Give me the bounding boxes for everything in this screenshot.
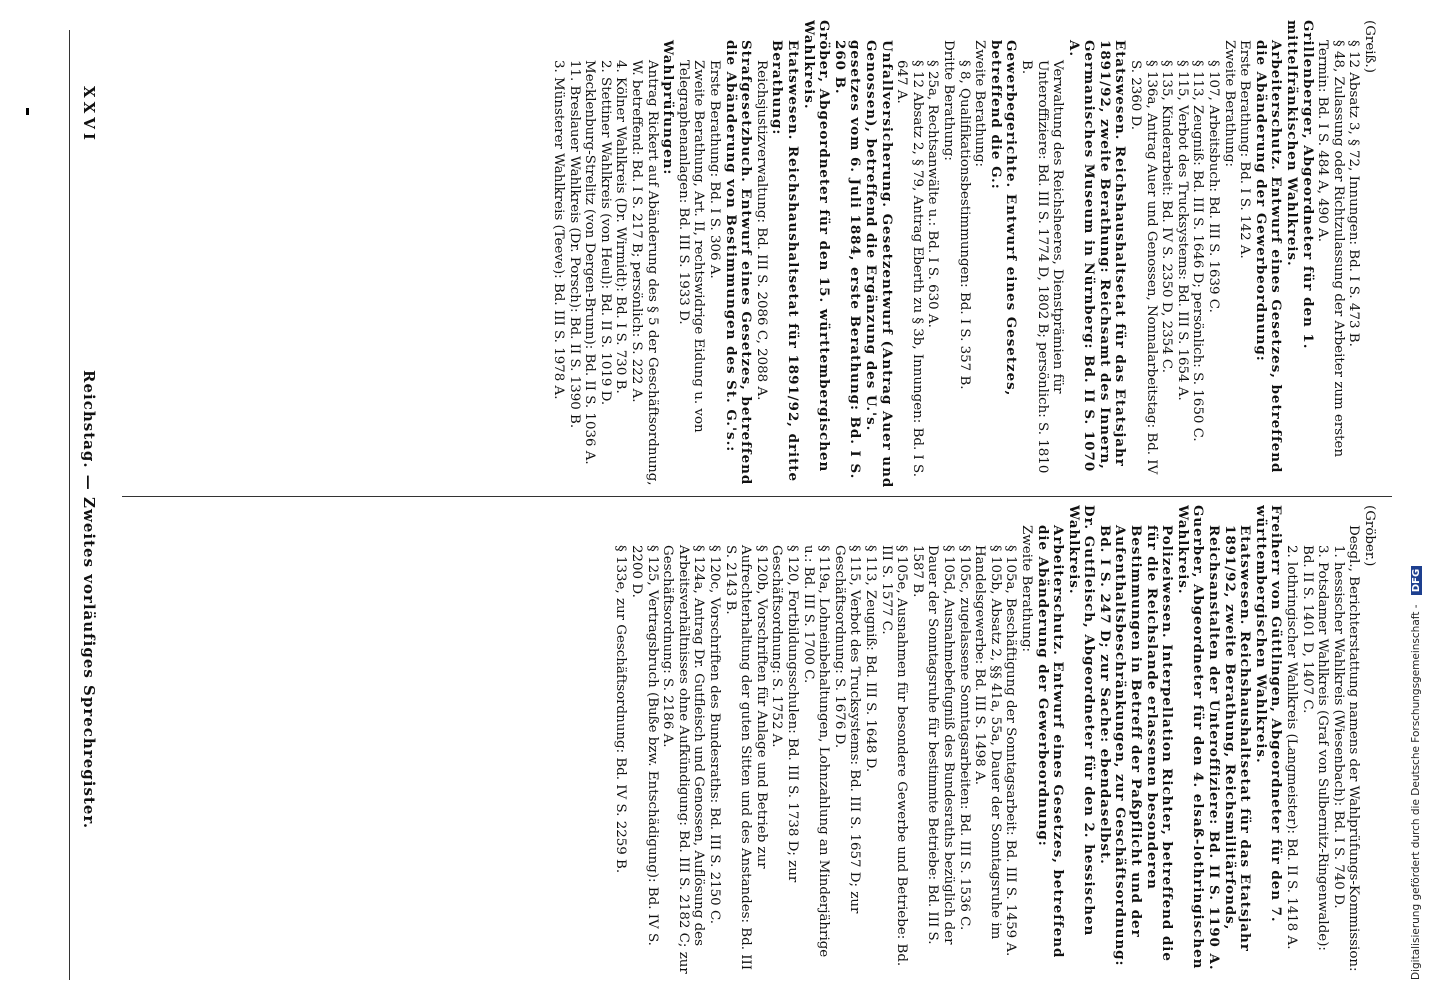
left-paragraph: (Greiß.) <box>1362 20 1377 73</box>
left-paragraph: § 107, Arbeitsbuch: Bd. III S. 1639 C. <box>1206 60 1222 313</box>
left-paragraph: 4. Kölner Wahlkreis (Dr. Wirmidt): Bd. I S. 730 B. <box>613 60 629 394</box>
left-paragraph: Reichsjustizverwaltung: Bd. III S. 2086 C, 2088 A. <box>753 60 769 401</box>
header-rule <box>69 30 70 980</box>
left-paragraph: Antrag Rickert auf Abänderung des § 5 der Geschäftsordnung, W. betreffend: Bd. I S. 217 B; persönlich: S. 222 A. <box>629 60 660 486</box>
right-paragraph: Freiherr von Güttlingen, Abgeordneter für den 7. württembergischen Wahlkreis. <box>1252 505 1285 923</box>
left-paragraph: 11. Breslauer Wahlkreis (Dr. Porsch): Bd. II S. 1390 B. <box>566 60 582 429</box>
right-paragraph: § 120, Fortbildungsschulen: Bd. III S. 1738 D; zur Geschäftsordnung: S. 1752 A. <box>769 545 801 883</box>
right-paragraph: § 113, Zeugniß: Bd. III S. 1648 D. <box>863 545 878 773</box>
right-paragraph: 1. hessischer Wahlkreis (Wiesenbach): Bd. I S. 740 D. <box>1330 545 1346 909</box>
left-paragraph: § 12 Absatz 3, § 72, Innungen: Bd. I S. 473 B. <box>1346 40 1362 347</box>
footer <box>1408 40 1430 980</box>
right-paragraph: 2. lothringischer Wahlkreis (Langmeister): Bd. II S. 1418 A. <box>1284 545 1300 950</box>
left-paragraph: Dritte Berathung: <box>940 40 956 161</box>
right-paragraph: § 105c, zugelassene Sonntagsarbeiten: Bd. III S. 1536 C. <box>956 545 972 931</box>
column-separator <box>122 496 1392 497</box>
left-paragraph: Verwaltung des Reichsheeres, Dienstprämien für Unteroffiziere: Bd. III S. 1774 D, 1802 B; persönlich: S. 1810 B. <box>1018 60 1066 474</box>
right-paragraph: § 119a, Lohneinbehaltungen, Lohnzahlung an Minderjährige u.: Bd. III S. 1700 C. <box>800 545 832 958</box>
right-paragraph: § 105a, Beschäftigung der Sonntagsarbeit: Bd. III S. 1459 A. <box>1003 545 1019 957</box>
left-paragraph: § 135, Kinderarbeit: Bd. IV S. 2350 D, 2354 C. <box>1159 60 1175 373</box>
right-paragraph: Guerber, Abgeordneter für den 4. elsaß-lothringischen Wahlkreis. <box>1174 505 1207 970</box>
left-paragraph: Mecklenburg-Strelitz (von Dergen-Brunn): Bd. II S. 1036 A. <box>582 60 598 465</box>
left-paragraph: 3. Münsterer Wahlkreis (Teeve): Bd. III S. 1978 A. <box>551 60 567 400</box>
left-paragraph: Grillenberger, Abgeordneter für den 1. mittelfränkischen Wahlkreis. <box>1284 20 1316 350</box>
right-paragraph: § 125, Vertragsbruch (Buße bzw. Entschädigung): Bd. IV S. 2200 D. <box>629 545 660 946</box>
left-paragraph: Erste Berathung: Bd. I S. 306 A. <box>707 60 723 279</box>
right-paragraph: § 105b, Absatz 2, §§ 41a, 55a, Dauer der Sonntagsruhe im Handelsgewerbe: Bd. III S. 1498 A. <box>972 545 1003 940</box>
left-paragraph: Arbeiterschutz. Entwurf eines Gesetzes, betreffend die Abänderung der Gewerbeordnung: <box>1252 40 1285 474</box>
left-paragraph: Zweite Berathung, Art. II, rechtswidrige Eidung u. von Telegraphenanlagen: Bd. III S. 1933 D. <box>675 60 707 433</box>
right-paragraph: Polizeiwesen. Interpellation Richter, betreffend die für die Reichslande erlassenen besonderen Bestimmungen in Betreff der Paßpflicht und der Aufenthaltsbeschränkungen, zur Geschäftsordnung: Bd. I S. 247 D; zur Sache: ebendaselbst. <box>1096 525 1176 967</box>
right-paragraph: Etatswesen. Reichshaushaltsetat für das Etatsjahr 1891/92, zweite Berathung, Reichsmilitärfonds, Reichsanstalten der Unteroffiziere: Bd. II S. 1190 A. <box>1206 525 1254 971</box>
page-number: XXVI <box>80 86 98 144</box>
left-paragraph: § 136a, Antrag Auer und Genossen, Nonnalarbeitstag: Bd. IV S. 2360 D. <box>1128 60 1159 475</box>
left-paragraph: § 48, Zulassung oder Richtzulassung der Arbeiter zum ersten Termin: Bd. I S. 484 A, 490 A. <box>1315 40 1346 458</box>
right-paragraph: 3. Potsdamer Wahlkreis (Graf von Sulbernitz-Ringenwalde): Bd. II S. 1401 D, 1407 C. <box>1299 545 1331 951</box>
right-paragraph: § 120b, Vorschriften für Anlage und Betrieb zur Aufrechterhaltung der guten Sitten und des Anstandes: Bd. III S. 2143 B. <box>722 545 769 971</box>
left-paragraph: Etatswesen. Reichshaushaltsetat für 1891/92, dritte Berathung: <box>769 40 802 482</box>
digitization-credit: Digitalisierung gefördert durch die Deutsche Forschungsgemeinschaft - <box>1410 604 1422 980</box>
right-paragraph: Zweite Berathung: <box>1018 525 1034 653</box>
left-paragraph: Zweite Berathung: <box>1221 40 1237 168</box>
right-paragraph: Desgl., Berichterstattung namens der Wahlprüfungs-Kommission: <box>1346 525 1362 972</box>
page-header <box>68 40 98 980</box>
right-paragraph: § 133e, zur Geschäftsordnung: Bd. IV S. 2259 B. <box>613 545 629 874</box>
left-paragraph: § 12 Absatz 2, § 79, Antrag Eberth zu § 3b, Innungen: Bd. I S. 647 A. <box>894 60 925 477</box>
right-paragraph: § 120c, Vorschriften des Bundesraths: Bd. III S. 2150 C. <box>707 545 723 924</box>
right-paragraph: § 105d, Ausnahmebefugniß des Bundesraths bezüglich der Dauer der Sonntagsruhe für bestimmte Betriebe: Bd. III S. 1587 B. <box>909 545 956 945</box>
left-paragraph: Unfallversicherung. Gesetzentwurf (Antrag Auer und Genossen), betreffend die Ergänzung des U.'s. gesetzes vom 6. Juli 1884, erste Berathung: Bd. I S. 260 B. <box>831 40 895 489</box>
left-paragraph: Zweite Berathung: <box>972 40 988 168</box>
left-paragraph: Erste Berathung: Bd. I S. 142 A. <box>1237 40 1253 259</box>
right-paragraph: § 115, Verbot des Trucksystems: Bd. III S. 1657 D; zur Geschäftsordnung: S. 1676 D. <box>831 545 863 914</box>
left-paragraph: § 25a, Rechtsanwälte u.: Bd. I S. 630 A. <box>925 60 941 328</box>
left-column <box>107 20 1377 490</box>
right-paragraph: § 105e, Ausnahmen für besondere Gewerbe und Betriebe: Bd. III S. 1577 C. <box>878 545 910 967</box>
scan-mark <box>26 108 29 115</box>
left-paragraph: 2. Stettiner Wahlkreis (von Heul): Bd. II S. 1019 D. <box>597 60 613 406</box>
right-paragraph: Dr. Gutfleisch, Abgeordneter für den 2. hessischen Wahlkreis. <box>1065 505 1098 937</box>
right-paragraph: Arbeiterschutz. Entwurf eines Gesetzes, betreffend die Abänderung der Gewerbeordnung: <box>1034 525 1067 959</box>
running-title: Reichstag. — Zweites vorläufiges Sprechregister. <box>80 370 98 830</box>
left-paragraph: Strafgesetzbuch. Entwurf eines Gesetzes, betreffend die Abänderung von Bestimmungen des St. G.'s.: <box>722 40 755 486</box>
left-paragraph: Wahlprüfungen: <box>660 40 677 176</box>
left-paragraph: Etatswesen. Reichshaushaltsetat für das Etatsjahr 1891/92, zweite Berathung: Reichsamt des Innern, Germanisches Museum in Nürnberg: Bd. II S. 1070 A. <box>1065 40 1129 473</box>
dfg-logo: DFG <box>1411 566 1422 595</box>
left-paragraph: § 115, Verbot des Trucksystems: Bd. III S. 1654 A. <box>1174 60 1190 401</box>
left-paragraph: Gröber, Abgeordneter für den 15. württembergischen Wahlkreis. <box>800 20 833 473</box>
right-paragraph: § 124a, Antrag Dr. Gutfleisch und Genossen, Auflösung des Arbeitsverhältnisses ohne Aufkündigung: Bd. III S. 2182 C; zur Geschäftsordnung: S. 2186 A. <box>660 545 707 974</box>
right-paragraph: (Gröber.) <box>1362 505 1377 567</box>
right-column <box>107 505 1377 975</box>
left-paragraph: § 113, Zeugniß: Bd. III S. 1646 D; persönlich: S. 1650 C. <box>1190 60 1206 442</box>
left-paragraph: § 8, Qualifikationsbestimmungen: Bd. I S. 357 B. <box>956 60 972 390</box>
left-paragraph: Gewerbegerichte. Entwurf eines Gesetzes, betreffend die G.: <box>987 40 1020 397</box>
